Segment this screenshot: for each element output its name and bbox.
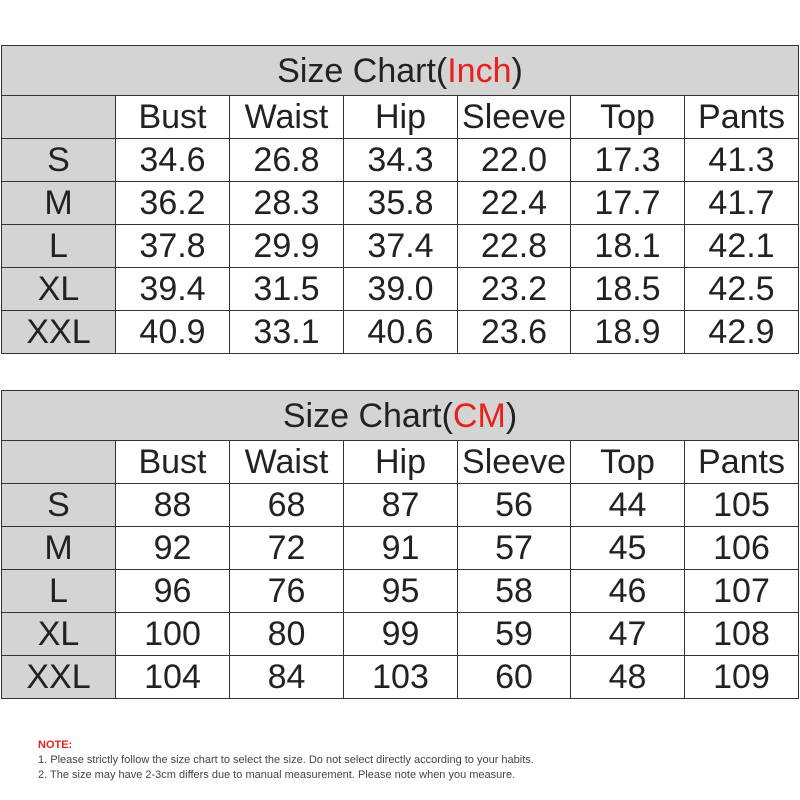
table-cell: 58	[458, 570, 571, 613]
notes-section	[38, 738, 778, 783]
column-header-top: Top	[571, 441, 685, 484]
column-header-waist: Waist	[230, 96, 344, 139]
chart-title-suffix: )	[511, 51, 523, 90]
column-header-top: Top	[571, 96, 685, 139]
table-cell: 84	[230, 656, 344, 699]
table-cell: 109	[685, 656, 799, 699]
table-cell: 91	[344, 527, 458, 570]
table-cell: 31.5	[230, 268, 344, 311]
table-cell: 23.6	[458, 311, 571, 354]
notes-heading: NOTE:	[38, 739, 73, 751]
table-cell: 103	[344, 656, 458, 699]
size-label: M	[2, 527, 116, 570]
table-cell: 95	[344, 570, 458, 613]
table-cell: 26.8	[230, 139, 344, 182]
chart-title-prefix: Size Chart(	[282, 396, 453, 435]
table-cell: 72	[230, 527, 344, 570]
table-cell: 37.8	[116, 225, 230, 268]
size-label: S	[2, 139, 116, 182]
table-cell: 33.1	[230, 311, 344, 354]
size-label: XL	[2, 613, 116, 656]
table-cell: 88	[116, 484, 230, 527]
size-label: L	[2, 225, 116, 268]
table-cell: 36.2	[116, 182, 230, 225]
table-row	[2, 311, 799, 354]
column-header-sleeve: Sleeve	[458, 96, 571, 139]
table-cell: 87	[344, 484, 458, 527]
table-cell: 107	[685, 570, 799, 613]
size-label: XXL	[2, 311, 116, 354]
table-cell: 80	[230, 613, 344, 656]
table-cell: 76	[230, 570, 344, 613]
table-cell: 34.3	[344, 139, 458, 182]
table-cell: 22.0	[458, 139, 571, 182]
table-cell: 48	[571, 656, 685, 699]
column-header-waist: Waist	[230, 441, 344, 484]
column-header-bust: Bust	[116, 441, 230, 484]
size-label: S	[2, 484, 116, 527]
table-row	[2, 484, 799, 527]
table-cell: 42.1	[685, 225, 799, 268]
table-cell: 104	[116, 656, 230, 699]
table-cell: 47	[571, 613, 685, 656]
size-label: XXL	[2, 656, 116, 699]
chart-title-unit: Inch	[447, 51, 512, 90]
table-cell: 37.4	[344, 225, 458, 268]
table-row	[2, 268, 799, 311]
note-line: 2. The size may have 2-3cm differs due to manual measurement. Please note when you measure.	[38, 769, 516, 781]
size-label: M	[2, 182, 116, 225]
table-row	[2, 225, 799, 268]
table-cell: 42.9	[685, 311, 799, 354]
corner-cell	[2, 441, 116, 484]
table-cell: 29.9	[230, 225, 344, 268]
column-header-bust: Bust	[116, 96, 230, 139]
table-cell: 68	[230, 484, 344, 527]
table-cell: 18.5	[571, 268, 685, 311]
table-cell: 60	[458, 656, 571, 699]
chart-title-unit: CM	[452, 396, 506, 435]
size-chart-inch-table	[1, 45, 799, 354]
table-cell: 41.7	[685, 182, 799, 225]
table-row	[2, 527, 799, 570]
table-cell: 57	[458, 527, 571, 570]
table-cell: 39.0	[344, 268, 458, 311]
column-header-hip: Hip	[344, 96, 458, 139]
note-line: 1. Please strictly follow the size chart to select the size. Do not select directly according to your habits.	[38, 754, 534, 766]
table-row	[2, 139, 799, 182]
chart-title-prefix: Size Chart(	[277, 51, 448, 90]
table-cell: 28.3	[230, 182, 344, 225]
table-row	[2, 182, 799, 225]
table-cell: 92	[116, 527, 230, 570]
column-header-hip: Hip	[344, 441, 458, 484]
table-row	[2, 570, 799, 613]
column-header-pants: Pants	[685, 441, 799, 484]
header-row	[2, 441, 799, 484]
table-row	[2, 613, 799, 656]
chart-title	[2, 46, 799, 96]
table-cell: 99	[344, 613, 458, 656]
header-row	[2, 96, 799, 139]
table-cell: 23.2	[458, 268, 571, 311]
table-cell: 44	[571, 484, 685, 527]
table-cell: 42.5	[685, 268, 799, 311]
table-cell: 18.1	[571, 225, 685, 268]
table-cell: 40.9	[116, 311, 230, 354]
table-cell: 45	[571, 527, 685, 570]
table-cell: 22.8	[458, 225, 571, 268]
corner-cell	[2, 96, 116, 139]
column-header-pants: Pants	[685, 96, 799, 139]
chart-title-suffix: )	[505, 396, 518, 435]
table-cell: 40.6	[344, 311, 458, 354]
table-cell: 39.4	[116, 268, 230, 311]
table-cell: 17.3	[571, 139, 685, 182]
table-row	[2, 656, 799, 699]
table-cell: 34.6	[116, 139, 230, 182]
table-cell: 56	[458, 484, 571, 527]
table-cell: 35.8	[344, 182, 458, 225]
table-cell: 105	[685, 484, 799, 527]
column-header-sleeve: Sleeve	[458, 441, 571, 484]
table-cell: 100	[116, 613, 230, 656]
table-cell: 18.9	[571, 311, 685, 354]
table-cell: 22.4	[458, 182, 571, 225]
size-chart-cm-table	[1, 390, 799, 699]
table-cell: 108	[685, 613, 799, 656]
size-label: XL	[2, 268, 116, 311]
table-cell: 17.7	[571, 182, 685, 225]
table-cell: 59	[458, 613, 571, 656]
table-cell: 96	[116, 570, 230, 613]
table-cell: 106	[685, 527, 799, 570]
table-cell: 41.3	[685, 139, 799, 182]
chart-title	[2, 391, 799, 441]
size-label: L	[2, 570, 116, 613]
table-cell: 46	[571, 570, 685, 613]
